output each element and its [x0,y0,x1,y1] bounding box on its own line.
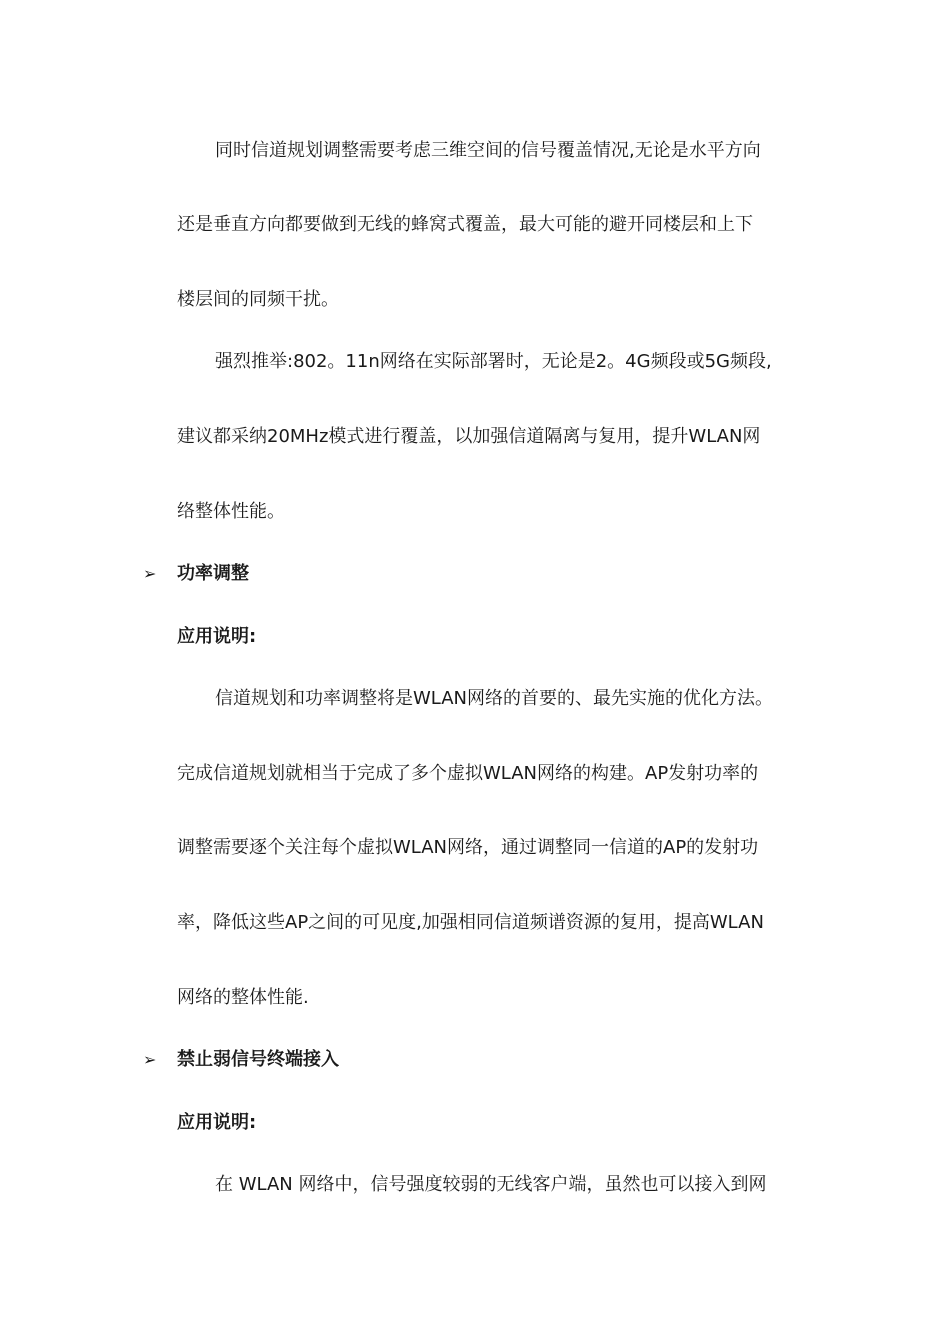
paragraph-line: 完成信道规划就相当于完成了多个虚拟WLAN网络的构建。AP发射功率的 [177,763,759,784]
paragraph-line: 率，降低这些AP之间的可见度,加强相同信道频谱资源的复用，提高WLAN [177,912,764,933]
bullet-arrow-icon: ➢ [143,1050,157,1069]
paragraph-line: 在 WLAN 网络中，信号强度较弱的无线客户端，虽然也可以接入到网 [215,1174,767,1195]
paragraph-line: 还是垂直方向都要做到无线的蜂窝式覆盖，最大可能的避开同楼层和上下 [177,214,753,235]
paragraph-line: 络整体性能。 [177,501,285,522]
paragraph-line: 强烈推举:802。11n网络在实际部署时，无论是2。4G频段或5G频段, [215,351,772,372]
paragraph-line: 网络的整体性能. [177,987,309,1008]
section-heading: 禁止弱信号终端接入 [177,1049,339,1070]
paragraph-line: 调整需要逐个关注每个虚拟WLAN网络，通过调整同一信道的AP的发射功 [177,837,759,858]
paragraph-line: 建议都采纳20MHz模式进行覆盖，以加强信道隔离与复用，提升WLAN网 [177,426,761,447]
bullet-arrow-icon: ➢ [143,564,157,583]
paragraph-line: 信道规划和功率调整将是WLAN网络的首要的、最先实施的优化方法。 [215,688,774,709]
paragraph-line: 楼层间的同频干扰。 [177,289,339,310]
section-subheading: 应用说明: [177,1112,257,1133]
section-heading: 功率调整 [177,563,249,584]
section-subheading: 应用说明: [177,626,257,647]
paragraph-line: 同时信道规划调整需要考虑三维空间的信号覆盖情况,无论是水平方向 [215,140,761,161]
